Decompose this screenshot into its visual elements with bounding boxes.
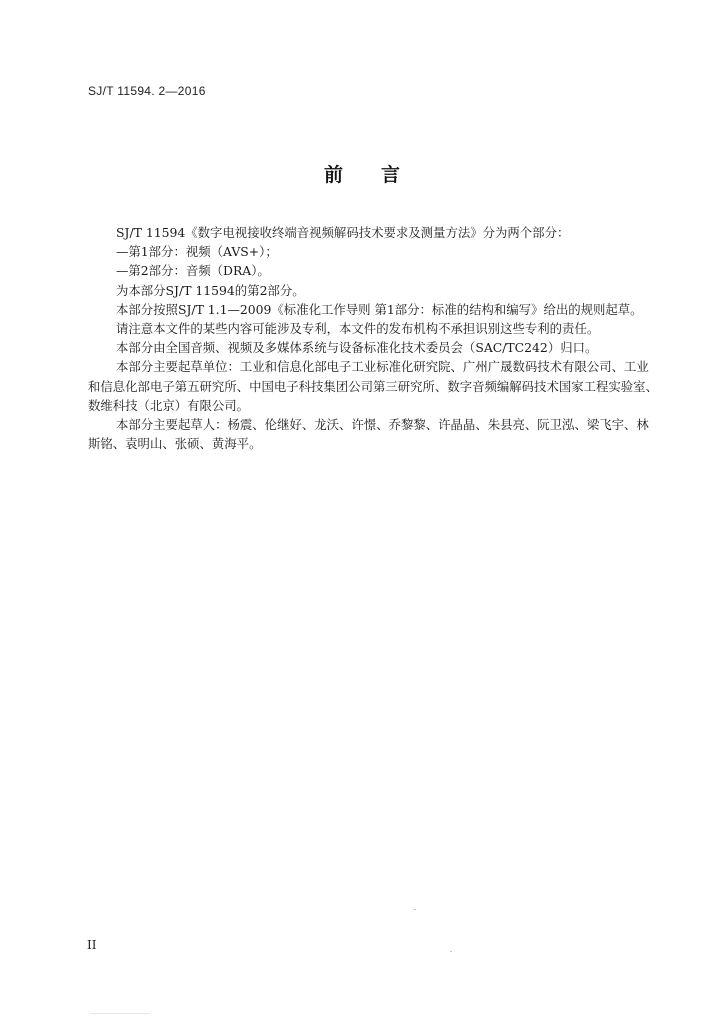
page-number: II [87, 938, 97, 952]
list-item-part-2: —第2部分：音频（DRA）。 [116, 263, 270, 279]
document-body [88, 223, 658, 453]
paragraph-committee: 本部分由全国音频、视频及多媒体系统与设备标准化技术委员会（SAC/TC242）归口。 [116, 340, 598, 356]
paragraph-patent-notice: 请注意本文件的某些内容可能涉及专利，本文件的发布机构不承担识别这些专利的责任。 [116, 321, 600, 337]
standard-code: SJ/T 11594. 2—2016 [88, 84, 206, 98]
paragraph-parts-intro: SJ/T 11594《数字电视接收终端音视频解码技术要求及测量方法》分为两个部分： [116, 225, 570, 240]
paragraph-drafting-units-line-1: 本部分主要起草单位：工业和信息化部电子工业标准化研究院、广州广晟数码技术有限公司、工业 [116, 359, 649, 375]
list-item-part-1: —第1部分：视频（AVS+）； [116, 244, 278, 260]
paragraph-drafters-line-1: 本部分主要起草人：杨震、伦继好、龙沃、许憬、乔黎黎、许晶晶、朱县亮、阮卫泓、梁飞宇、林 [116, 417, 649, 433]
scan-artifact [450, 951, 452, 952]
paragraph-drafters-line-2: 斯铭、袁明山、张硕、黄海平。 [88, 436, 262, 452]
scan-artifact [90, 1013, 150, 1014]
paragraph-drafting-rules: 本部分按照SJ/T 1.1—2009《标准化工作导则 第1部分：标准的结构和编写》给出的规则起草。 [116, 301, 643, 317]
paragraph-part-statement: 为本部分SJ/T 11594的第2部分。 [116, 282, 305, 298]
page-title: 前言 [323, 164, 438, 186]
scan-artifact [414, 909, 416, 910]
paragraph-drafting-units-line-3: 数维科技（北京）有限公司。 [88, 397, 250, 413]
paragraph-drafting-units-line-2: 和信息化部电子第五研究所、中国电子科技集团公司第三研究所、数字音频编解码技术国家工程实验室、 [88, 378, 658, 394]
